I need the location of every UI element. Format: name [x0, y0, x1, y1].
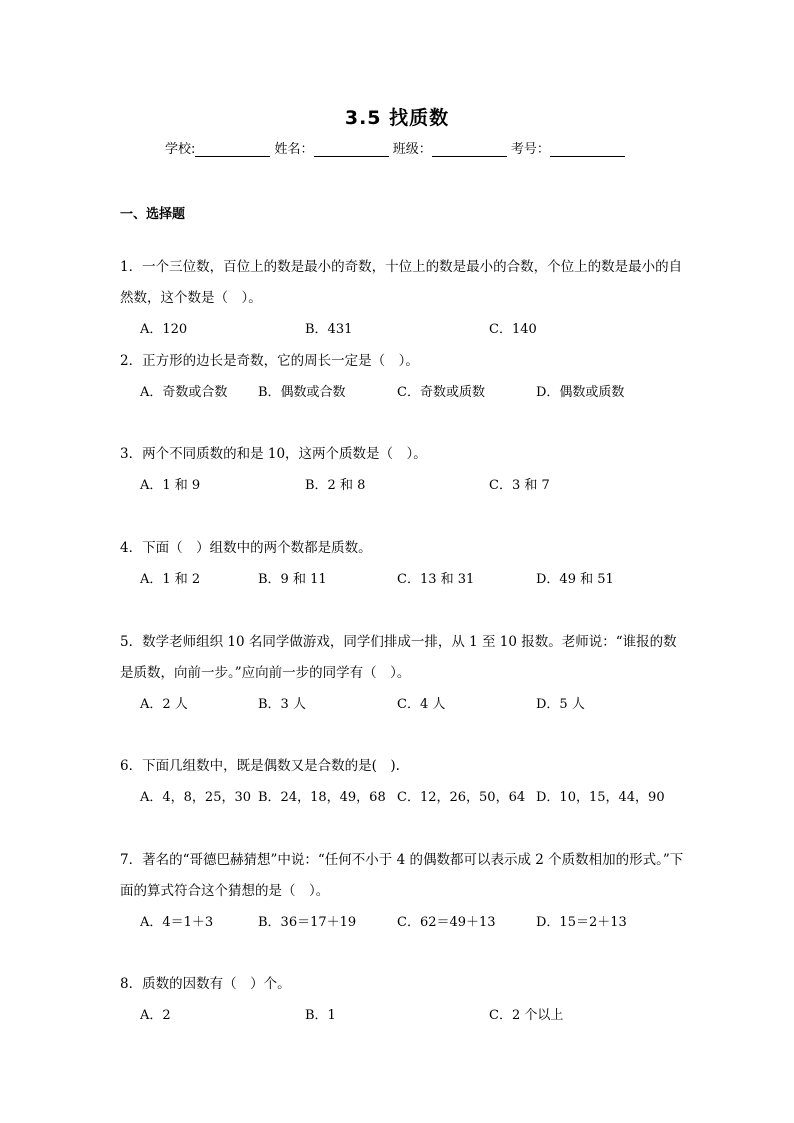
question-text: 8．质数的因数有（ ）个。	[120, 976, 291, 992]
option-d: D．49 和 51	[536, 572, 614, 587]
options-row	[120, 470, 690, 501]
options-row	[120, 907, 690, 938]
option-b: B．偶数或合数	[258, 385, 346, 400]
options-row	[120, 377, 690, 408]
option-a: A．2	[140, 1008, 171, 1023]
question-text: 5．数学老师组织 10 名同学做游戏，同学们排成一排，从 1 至 10 报数。老师说：“谁报的数是质数，向前一步。”应向前一步的同学有（ ）。	[120, 634, 677, 681]
option-c: C．140	[489, 322, 537, 337]
option-c: C．3 和 7	[489, 478, 550, 493]
options-row	[120, 689, 690, 720]
options-row	[120, 314, 690, 345]
options-row	[120, 782, 690, 813]
option-b: B．2 和 8	[305, 478, 366, 493]
exam-no-label: 考号：	[510, 142, 550, 157]
section-heading: 一、选择题	[120, 207, 186, 222]
question-text: 1．一个三位数，百位上的数是最小的奇数，十位上的数是最小的合数，个位上的数是最小的自然数，这个数是（ ）。	[120, 259, 683, 306]
question-text: 2．正方形的边长是奇数，它的周长一定是（ ）。	[120, 353, 419, 369]
name-label: 姓名：	[274, 142, 314, 157]
option-b: B．36＝17＋19	[258, 915, 357, 930]
question-5	[120, 627, 690, 720]
option-d: D．10，15，44，90	[536, 790, 665, 805]
option-c: C．13 和 31	[397, 572, 475, 587]
question-1	[120, 252, 690, 345]
options-row	[120, 1000, 690, 1031]
question-4	[120, 533, 690, 595]
exam-no-blank	[550, 142, 625, 157]
question-text: 4．下面（ ）组数中的两个数都是质数。	[120, 540, 372, 556]
option-c: C．4 人	[397, 697, 446, 712]
page-title: 3.5 找质数	[344, 107, 450, 129]
question-7	[120, 845, 690, 938]
option-c: C．2 个以上	[489, 1008, 564, 1023]
option-a: A．4，8，25，30	[140, 790, 252, 805]
name-blank	[314, 142, 389, 157]
question-8	[120, 969, 690, 1031]
option-d: D．偶数或质数	[536, 385, 625, 400]
question-2	[120, 346, 690, 408]
option-c: C．62＝49＋13	[397, 915, 496, 930]
option-d: D．5 人	[536, 697, 585, 712]
option-b: B．3 人	[258, 697, 306, 712]
student-info-row	[165, 138, 625, 158]
class-label: 班级：	[392, 142, 432, 157]
option-a: A．奇数或合数	[140, 385, 228, 400]
option-a: A．2 人	[140, 697, 188, 712]
question-text: 7．著名的“哥德巴赫猜想”中说：“任何不小于 4 的偶数都可以表示成 2 个质数相加的形式。”下面的算式符合这个猜想的是（ ）。	[120, 852, 684, 899]
school-label: 学校:	[165, 142, 196, 157]
option-b: B．431	[305, 322, 353, 337]
class-blank	[432, 142, 507, 157]
option-c: C．12，26，50，64	[397, 790, 526, 805]
question-text: 3．两个不同质数的和是 10，这两个质数是（ ）。	[120, 446, 427, 462]
option-b: B．1	[305, 1008, 336, 1023]
option-a: A．120	[140, 322, 188, 337]
option-a: A．1 和 9	[140, 478, 201, 493]
option-a: A．1 和 2	[140, 572, 201, 587]
question-6	[120, 751, 690, 813]
option-b: B．9 和 11	[258, 572, 327, 587]
options-row	[120, 564, 690, 595]
option-b: B．24，18，49，68	[258, 790, 386, 805]
option-a: A．4＝1＋3	[140, 915, 214, 930]
school-blank	[195, 142, 270, 157]
option-d: D．15＝2＋13	[536, 915, 627, 930]
question-text: 6．下面几组数中，既是偶数又是合数的是( ).	[120, 758, 400, 774]
question-3	[120, 439, 690, 501]
option-c: C．奇数或质数	[397, 385, 485, 400]
